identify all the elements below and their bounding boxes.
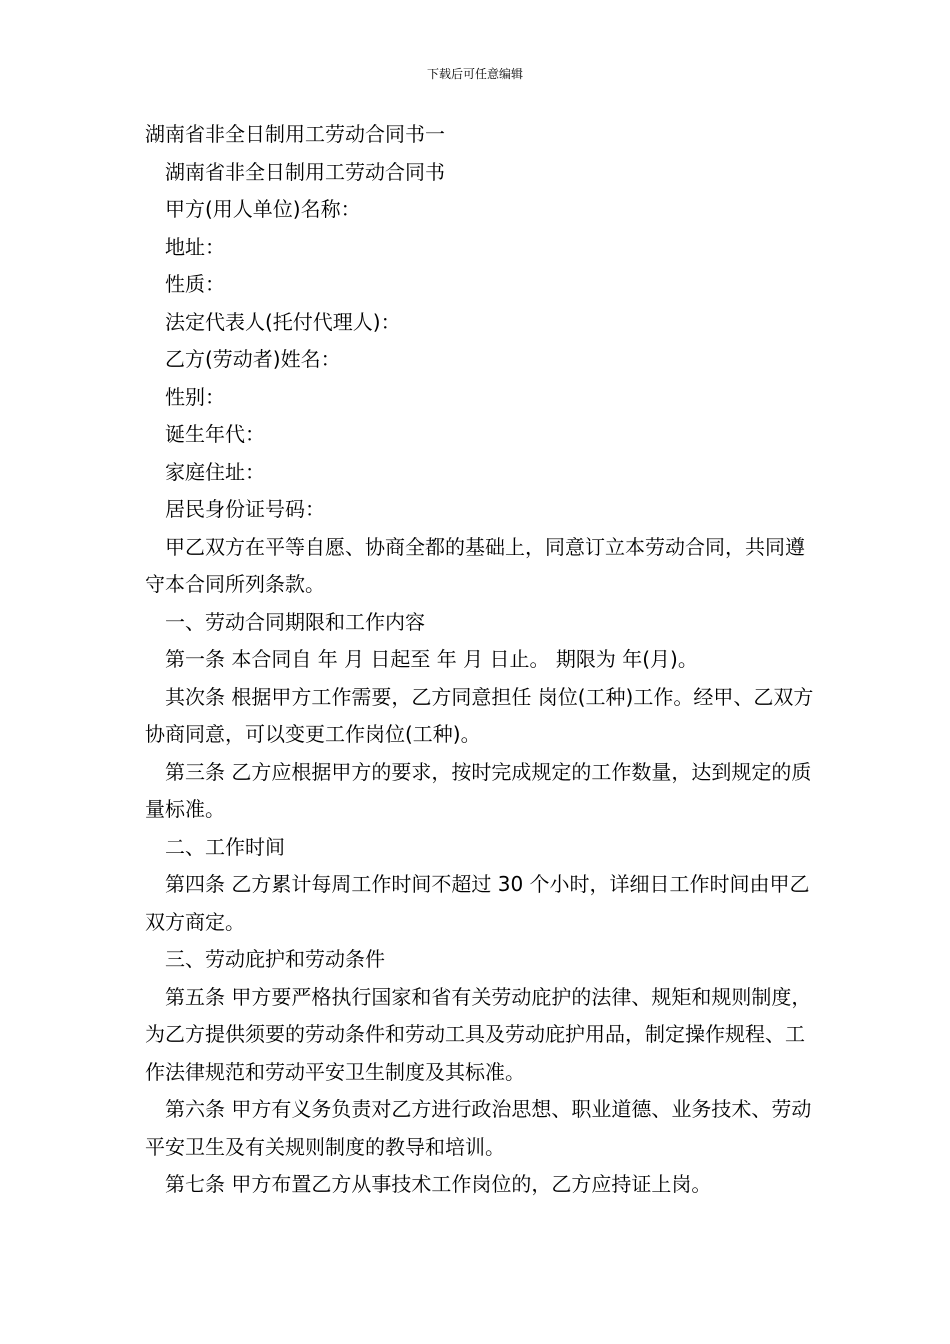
address-field: 地址： <box>165 234 225 259</box>
legal-representative-field: 法定代表人(托付代理人)： <box>165 309 401 334</box>
party-a-name-field: 甲方(用人单位)名称： <box>165 197 361 221</box>
home-address-field: 家庭住址： <box>165 459 265 484</box>
article-2: 其次条 根据甲方工作需要，乙方同意担任 岗位(工种)工作。经甲、乙双方协商同意，可以变更工作岗位(工种)。 <box>145 684 814 746</box>
header-note: 下载后可任意编辑 <box>426 67 523 81</box>
id-number-field: 居民身份证号码： <box>165 497 325 521</box>
document-title: 湖南省非全日制用工劳动合同书一 <box>145 122 445 146</box>
article-6: 第六条 甲方有义务负责对乙方进行政治思想、职业道德、业务技术、劳动平安卫生及有关规则制度的教导和培训。 <box>145 1097 812 1159</box>
section-heading-1: 一、劳动合同期限和工作内容 <box>165 609 425 634</box>
preamble-paragraph: 甲乙双方在平等自愿、协商全都的基础上，同意订立本劳动合同，共同遵守本合同所列条款。 <box>145 534 805 596</box>
article-4: 第四条 乙方累计每周工作时间不超过 30 个小时，详细日工作时间由甲乙双方商定。 <box>145 872 810 934</box>
nature-field: 性质： <box>165 272 225 296</box>
party-b-name-field: 乙方(劳动者)姓名： <box>165 347 341 371</box>
document-body <box>145 116 815 1204</box>
article-5: 第五条 甲方要严格执行国家和省有关劳动庇护的法律、规矩和规则制度，为乙方提供须要的劳动条件和劳动工具及劳动庇护用品，制定操作规程、工作法律规范和劳动平安卫生制度及其标准。 <box>145 984 812 1084</box>
birth-date-field: 诞生年代： <box>165 422 265 446</box>
article-7: 第七条 甲方布置乙方从事技术工作岗位的，乙方应持证上岗。 <box>165 1172 712 1196</box>
section-heading-2: 二、工作时间 <box>165 834 285 859</box>
article-1: 第一条 本合同自 年 月 日起至 年 月 日止。 期限为 年(月)。 <box>165 647 698 671</box>
gender-field: 性别： <box>165 384 225 409</box>
article-3: 第三条 乙方应根据甲方的要求，按时完成规定的工作数量，达到规定的质量标准。 <box>145 759 812 821</box>
section-heading-3: 三、劳动庇护和劳动条件 <box>165 947 385 971</box>
contract-heading: 湖南省非全日制用工劳动合同书 <box>165 159 445 184</box>
